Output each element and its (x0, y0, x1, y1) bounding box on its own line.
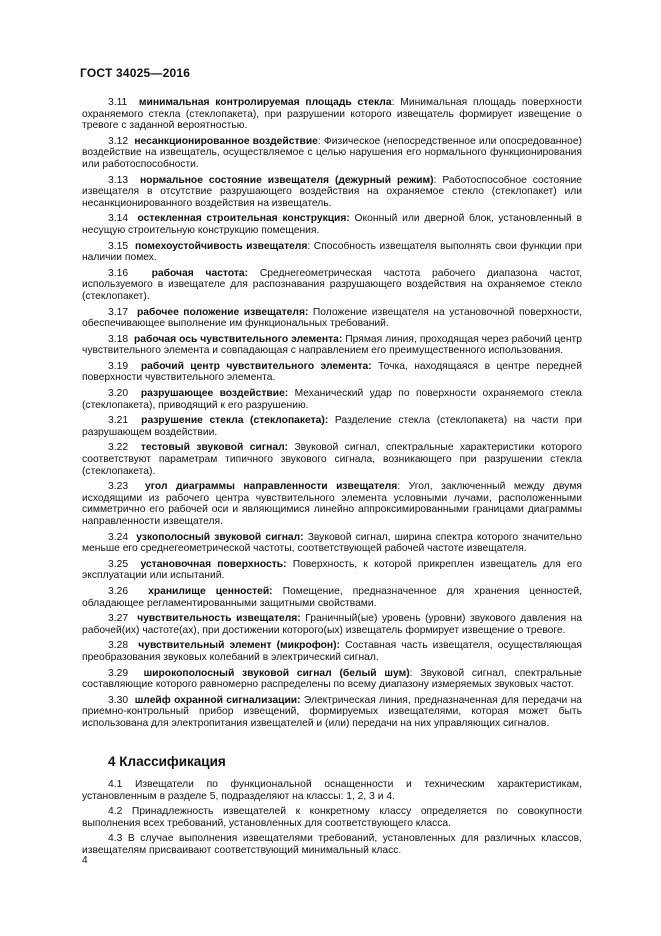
term-entry: 3.14 остекленная строительная конструкция: Оконный или дверной блок, установленный в несущую строительную конструкцию помещения. (82, 213, 582, 236)
page-number: 4 (82, 855, 88, 866)
term-entry: 3.16 рабочая частота: Среднегеометрическая частота рабочего диапазона частот, используемого в извещателе для распознавания разрушающего воздействия на охраняемое стекло (стеклопакет). (82, 267, 582, 302)
term-entry: 3.18 рабочая ось чувствительного элемента: Прямая линия, проходящая через рабочий центр чувствительного элемента и совпадающая с направлением его преимущественного использования. (82, 333, 582, 357)
term-entry: 3.12 несанкционированное воздействие: Физическое (непосредственное или опосредованное) воздействие на извещатель, осуществляемое с целью нарушения его нормального функционирования или работоспособности. (82, 135, 582, 170)
term-entry: 3.19 рабочий центр чувствительного элемента: Точка, находящаяся в центре передней поверхности чувствительного элемента. (82, 360, 582, 384)
term-entry: 3.30 шлейф охранной сигнализации: Электрическая линия, предназначенная для передачи на приемно-контрольный прибор извещений, формируемых извещателями, которая может быть использована для электропитания извещателей и (или) передачи на них управляющих сигналов. (82, 694, 582, 729)
document-body (82, 97, 582, 861)
term-entry: 3.15 помехоустойчивость извещателя: Способность извещателя выполнять свои функции при наличии помех. (82, 240, 582, 264)
term-entry: 3.26 хранилище ценностей: Помещение, предназначенное для хранения ценностей, обладающее регламентированными защитными свойствами. (82, 585, 582, 609)
term-entry: 3.29 широкополосный звуковой сигнал (белый шум): Звуковой сигнал, спектральные составляющие которого равномерно распределены по всему диапазону измеряемых звуковых частот. (82, 667, 582, 691)
clause-paragraph: 4.2 Принадлежность извещателей к конкретному классу определяется по совокупности выполнения всех требований, установленных для соответствующего класса. (82, 806, 582, 829)
term-entry: 3.28 чувствительный элемент (микрофон): Составная часть извещателя, осуществляющая преобразования звуковых колебаний в электрический сигнал. (82, 640, 582, 663)
term-entry: 3.17 рабочее положение извещателя: Положение извещателя на установочной поверхности, обеспечивающее выполнение им функциональных требований. (82, 306, 582, 330)
term-entry: 3.22 тестовый звуковой сигнал: Звуковой сигнал, спектральные характеристики которого соответствуют параметрам типичного звукового сигнала, возникающего при разрушении стекла (стеклопакета). (82, 442, 582, 477)
term-entry: 3.21 разрушение стекла (стеклопакета): Разделение стекла (стеклопакета) на части при разрушающем воздействии. (82, 415, 582, 438)
clause-paragraph: 4.3 В случае выполнения извещателями требований, установленных для различных классов, извещателям присваивают соответствующий минимальный класс. (82, 833, 582, 857)
term-entry: 3.13 нормальное состояние извещателя (дежурный режим): Работоспособное состояние извещателя в отсутствие разрушающего воздействия на охраняемое стекло (стеклопакет) или несанкционированного воздействия на извещатель. (82, 174, 582, 209)
term-entry: 3.11 минимальная контролируемая площадь стекла: Минимальная площадь поверхности охраняемого стекла (стеклопакета), при разрушении которого извещатель формирует извещение о тревоге с заданной вероятностью. (82, 97, 582, 132)
term-entry: 3.23 угол диаграммы направленности извещателя: Угол, заключенный между двумя исходящими из рабочего центра чувствительного элемента условными лучами, расположенными симметрично его рабочей оси и являющимися линейно аппроксимированными границами диаграммы направленности извещателя. (82, 481, 582, 527)
section-title: 4 Классификация (108, 753, 226, 769)
term-entry: 3.27 чувствительность извещателя: Граничный(ые) уровень (уровни) звукового давления на рабочей(их) частоте(ах), при достижении которого(ых) извещатель формирует извещение о тревоге. (82, 613, 582, 636)
term-entry: 3.24 узкополосный звуковой сигнал: Звуковой сигнал, ширина спектра которого значительно меньше его среднегеометрической частоты, соответствующей рабочей частоте извещателя. (82, 531, 582, 555)
terms-list (82, 97, 582, 730)
page-header: ГОСТ 34025—2016 (80, 66, 191, 80)
term-entry: 3.25 установочная поверхность: Поверхность, к которой прикреплен извещатель для его эксплуатации или испытаний. (82, 558, 582, 582)
clause-paragraph: 4.1 Извещатели по функциональной оснащенности и техническим характеристикам, установленным в разделе 5, подразделяют на классы: 1, 2, 3 и 4. (82, 779, 582, 802)
term-entry: 3.20 разрушающее воздействие: Механический удар по поверхности охраняемого стекла (стеклопакета), приводящий к его разрушению. (82, 388, 582, 411)
